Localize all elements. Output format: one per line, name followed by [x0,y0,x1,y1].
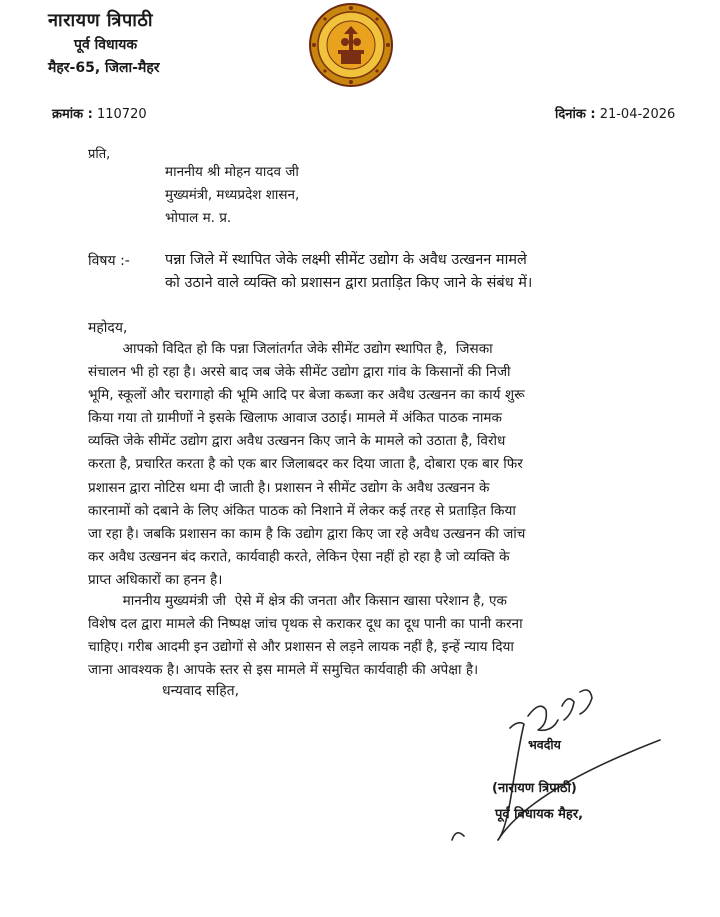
body-line: किया गया तो ग्रामीणों ने इसके खिलाफ आवाज उठाई। मामले में अंकित पाठक नामक [88,410,502,427]
date-value: 21-04-2026 [599,107,676,122]
date-label: दिनांक : [555,107,596,122]
body-line: विशेष दल द्वारा मामले की निष्पक्ष जांच पृथक से कराकर दूध का दूध पानी का पानी करना [88,616,523,633]
subject-line: पन्ना जिले में स्थापित जेके लक्ष्मी सीमेंट उद्योग के अवैध उत्खनन मामले [165,252,527,268]
body-line: आपको विदित हो कि पन्ना जिलांतर्गत जेके सीमेंट उद्योग स्थापित है, जिसका [88,341,493,357]
body-line: कारनामों को दबाने के लिए अंकित पाठक को निशाने में लेकर कई तरह से प्रताड़ित किया [88,502,516,519]
body-line: माननीय मुख्यमंत्री जी ऐसे में क्षेत्र की जनता और किसान खासा परेशान है, एक [88,593,507,609]
body-line: प्रशासन द्वारा नोटिस थमा दी जाती है। प्रशासन ने सीमेंट उद्योग के अवैध उत्खनन के [88,479,490,496]
body-line: करता है, प्रचारित करता है को एक बार जिलाबदर कर दिया जाता है, दोबारा एक बार फिर [88,456,523,473]
reference-label: क्रमांक : [52,107,93,122]
body-line: कर अवैध उत्खनन बंद कराते, कार्यवाही करते, लेकिन ऐसा नहीं हो रहा है जो व्यक्ति के [88,548,510,565]
signoff-title: पूर्व विधायक मैहर, [495,807,584,822]
salutation: महोदय, [88,320,128,336]
sender-name: नारायण त्रिपाठी [48,10,154,31]
body-line: जाना आवश्यक है। आपके स्तर से इस मामले में समुचित कार्यवाही की अपेक्षा है। [88,662,479,679]
signoff-name: (नारायण त्रिपाठी) [492,781,577,796]
body-line: संचालन भी हो रहा है। अरसे बाद जब जेके सीमेंट उद्योग द्वारा गांव के किसानों की निजी [88,364,511,381]
signoff-regards: भवदीय [528,737,561,752]
body-line: जा रहा है। जबकि प्रशासन का काम है कि उद्योग द्वारा किए जा रहे अवैध उत्खनन की जांच [88,525,526,542]
handwritten-signature [440,680,680,850]
reference-number [52,104,147,122]
sender-constituency: मैहर-65, जिला-मैहर [48,60,160,76]
body-line: भूमि, स्कूलों और चरागाहो की भूमि आदि पर बेजा कब्जा कर अवैध उत्खनन का कार्य शुरू [88,387,525,404]
recipient-prefix: प्रति, [88,147,111,162]
body-paragraph-2 [88,590,691,682]
body-line: चाहिए। गरीब आदमी इन उद्योगों से और प्रशासन से लड़ने लायक नहीं है, इन्हें न्याय दिया [88,639,514,656]
reference-value: 110720 [96,107,147,122]
sender-designation: पूर्व विधायक [74,37,138,53]
body-paragraph-1 [88,338,691,592]
body-line: प्राप्त अधिकारों का हनन है। [88,571,223,588]
recipient-line: माननीय श्री मोहन यादव जी [165,164,299,180]
closing-thanks: धन्यवाद सहित, [162,683,240,699]
subject-label: विषय :- [88,253,130,269]
recipient-line: मुख्यमंत्री, मध्यप्रदेश शासन, [165,187,300,203]
emblem-seal-icon [308,2,394,88]
letter-date [555,104,675,122]
recipient-line: भोपाल म. प्र. [165,210,232,226]
body-line: व्यक्ति जेके सीमेंट उद्योग द्वारा अवैध उत्खनन किए जाने के मामले को उठाता है, विरोध [88,433,506,450]
subject-line: को उठाने वाले व्यक्ति को प्रशासन द्वारा प्रताड़ित किए जाने के संबंध में। [165,275,533,291]
